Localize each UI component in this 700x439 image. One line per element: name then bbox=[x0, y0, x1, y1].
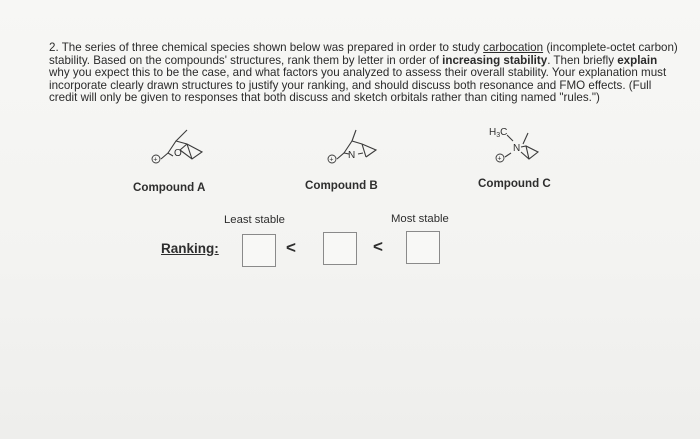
compound-c-label: Compound C bbox=[478, 177, 551, 190]
question-text bbox=[49, 42, 679, 105]
less-than-sign-2: < bbox=[373, 237, 383, 256]
question-part1: The series of three chemical species shown below was prepared in order to study bbox=[61, 41, 484, 54]
oxygen-atom-label: O bbox=[174, 148, 182, 159]
rank-slot-1[interactable] bbox=[242, 234, 276, 267]
svg-text:+: + bbox=[153, 156, 158, 164]
less-than-sign-1: < bbox=[286, 238, 296, 257]
svg-text:+: + bbox=[329, 156, 334, 164]
most-stable-label: Most stable bbox=[391, 213, 449, 225]
compound-a-label: Compound A bbox=[133, 181, 206, 194]
compound-a-structure bbox=[140, 128, 220, 174]
explain-term: explain bbox=[617, 53, 658, 67]
positive-charge-icon bbox=[152, 155, 160, 164]
compound-b-label: Compound B bbox=[305, 179, 378, 192]
question-part2: (incomplete-octet carbon) stability. Based on the compounds' structures, rank them by letter in order of bbox=[49, 41, 678, 67]
rank-slot-3[interactable] bbox=[406, 231, 440, 264]
methyl-substituent-label: $H_3C$ bbox=[489, 127, 508, 139]
compound-c-structure bbox=[480, 124, 570, 172]
question-number: 2. bbox=[49, 41, 59, 54]
nitrogen-atom-label: N bbox=[513, 143, 521, 154]
increasing-stability-term: increasing stability bbox=[442, 53, 548, 67]
svg-text:+: + bbox=[497, 155, 502, 163]
positive-charge-icon bbox=[496, 154, 504, 163]
least-stable-label: Least stable bbox=[224, 214, 285, 226]
ranking-label: Ranking: bbox=[161, 241, 219, 256]
nitrogen-atom-label: N bbox=[348, 150, 356, 161]
carbocation-term: carbocation bbox=[483, 41, 544, 54]
positive-charge-icon bbox=[328, 155, 336, 164]
question-part4: why you expect this to be the case, and what factors you analyzed to assess their overall stability. Your explanation must incorporate clearly drawn structures to justify your ranking, and should discuss both resonance and FMO effects. (Full credit will only be given to responses that both discuss and sketch orbitals rather than citing named "rules.") bbox=[49, 66, 667, 105]
compound-b-structure bbox=[318, 126, 398, 172]
rank-slot-2[interactable] bbox=[323, 232, 357, 265]
question-part3: . Then briefly bbox=[547, 53, 618, 67]
